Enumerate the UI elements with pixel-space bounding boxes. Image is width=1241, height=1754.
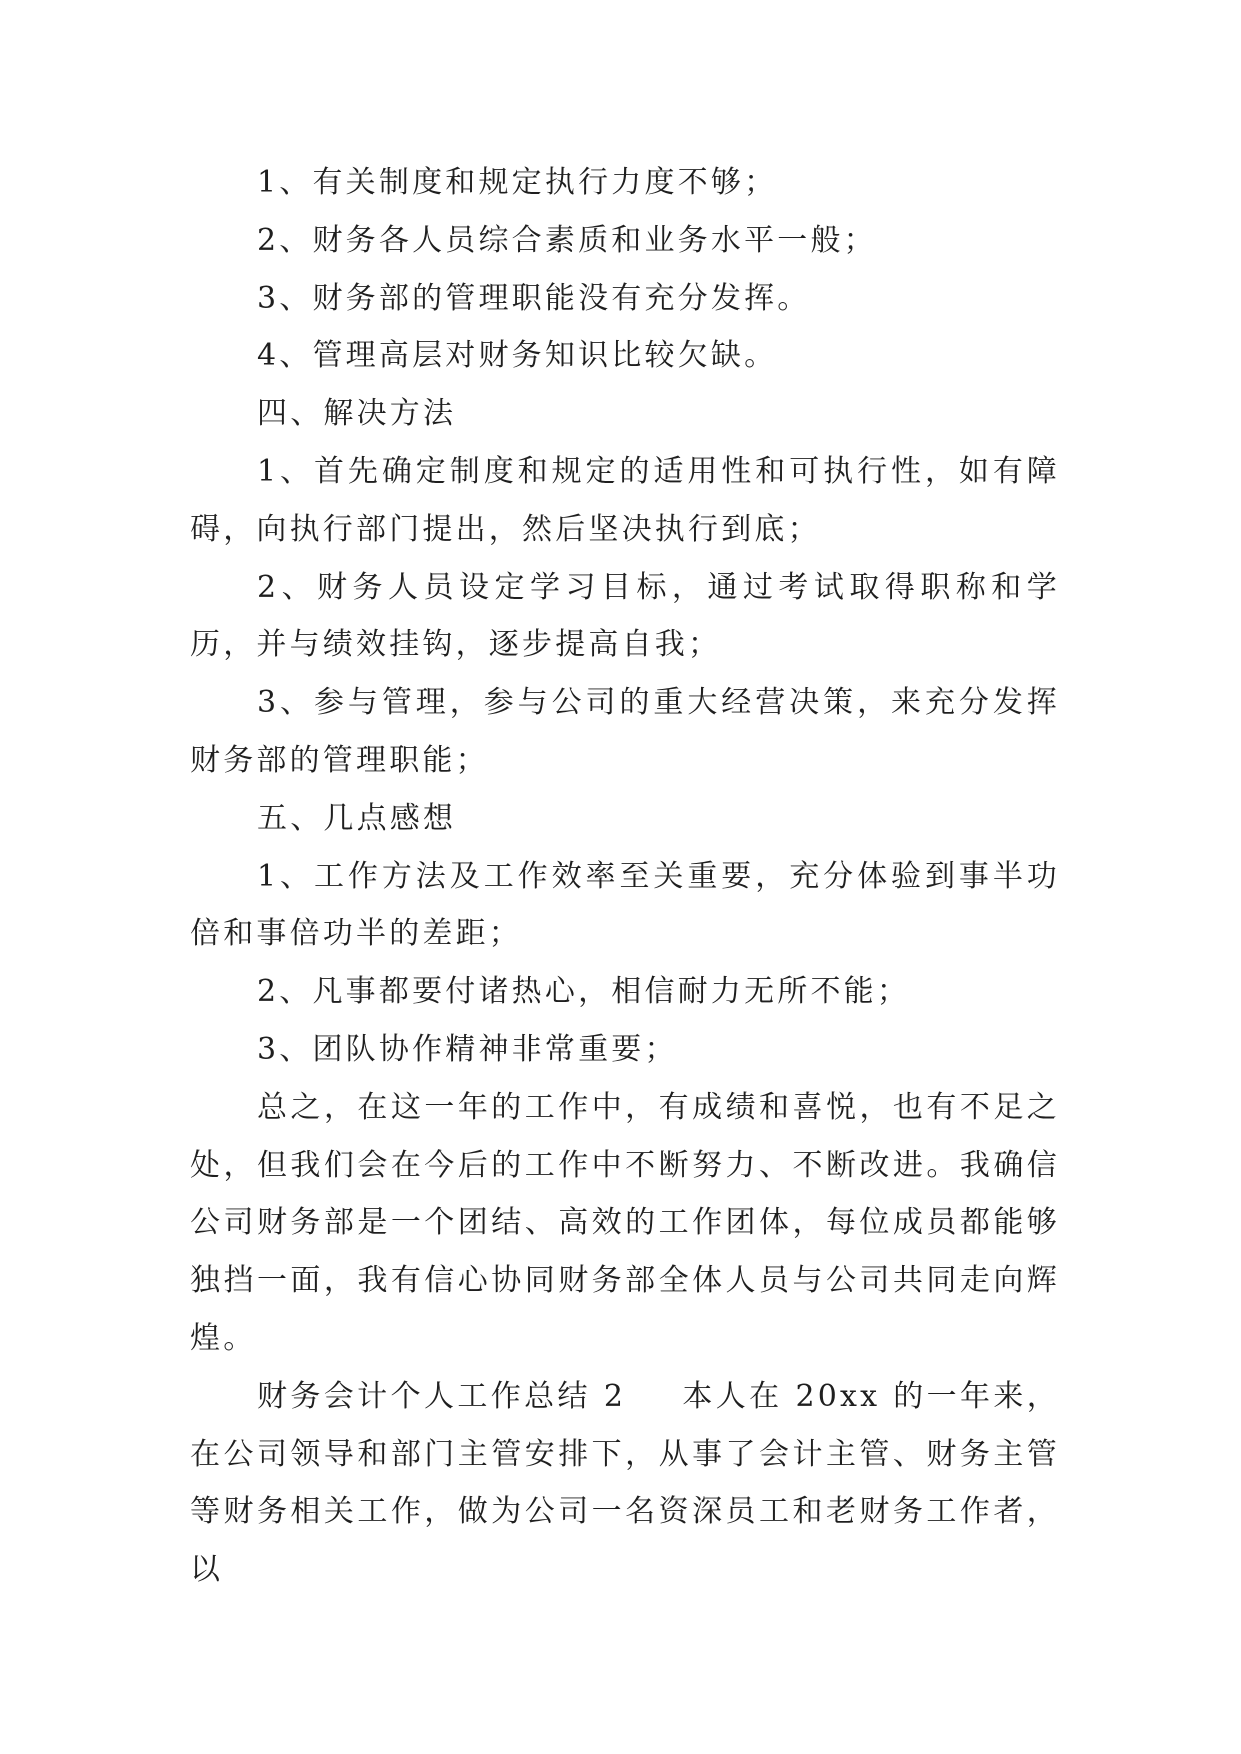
paragraph-solution-1: 1、首先确定制度和规定的适用性和可执行性，如有障碍，向执行部门提出，然后坚决执行到底；	[190, 453, 1060, 547]
paragraph-thought-2: 2、凡事都要付诸热心，相信耐力无所不能；	[257, 974, 911, 1010]
section-heading-thoughts: 五、几点感想	[257, 800, 457, 836]
paragraph-problem-1: 1、有关制度和规定执行力度不够；	[257, 165, 778, 200]
document-body	[190, 154, 1060, 1599]
paragraph-problem-4: 4、管理高层对财务知识比较欠缺。	[257, 338, 778, 374]
paragraph-solution-2: 2、财务人员设定学习目标，通过考试取得职称和学历，并与绩效挂钩，逐步提高自我；	[190, 569, 1060, 663]
paragraph-problem-3: 3、财务部的管理职能没有充分发挥。	[257, 280, 811, 316]
paragraph-thought-1: 1、工作方法及工作效率至关重要，充分体验到事半功倍和事倍功半的差距；	[190, 858, 1060, 952]
section-heading-solutions: 四、解决方法	[257, 396, 457, 432]
paragraph-solution-3: 3、参与管理，参与公司的重大经营决策，来充分发挥财务部的管理职能；	[190, 685, 1060, 778]
paragraph-summary-2	[190, 1368, 1060, 1599]
paragraph-conclusion: 总之，在这一年的工作中，有成绩和喜悦，也有不足之处，但我们会在今后的工作中不断努力、不断改进。我确信公司财务部是一个团结、高效的工作团体，每位成员都能够独挡一面，我有信心协同财务部全体人员与公司共同走向辉煌。	[190, 1089, 1060, 1356]
paragraph-thought-3: 3、团队协作精神非常重要；	[257, 1031, 678, 1067]
summary-2-body: 本人在 20xx 的一年来，在公司领导和部门主管安排下，从事了会计主管、财务主管等财务相关工作，做为公司一名资深员工和老财务工作者，以	[190, 1378, 1060, 1588]
paragraph-problem-2: 2、财务各人员综合素质和业务水平一般；	[257, 222, 877, 258]
summary-2-heading: 财务会计个人工作总结 2	[257, 1378, 627, 1414]
